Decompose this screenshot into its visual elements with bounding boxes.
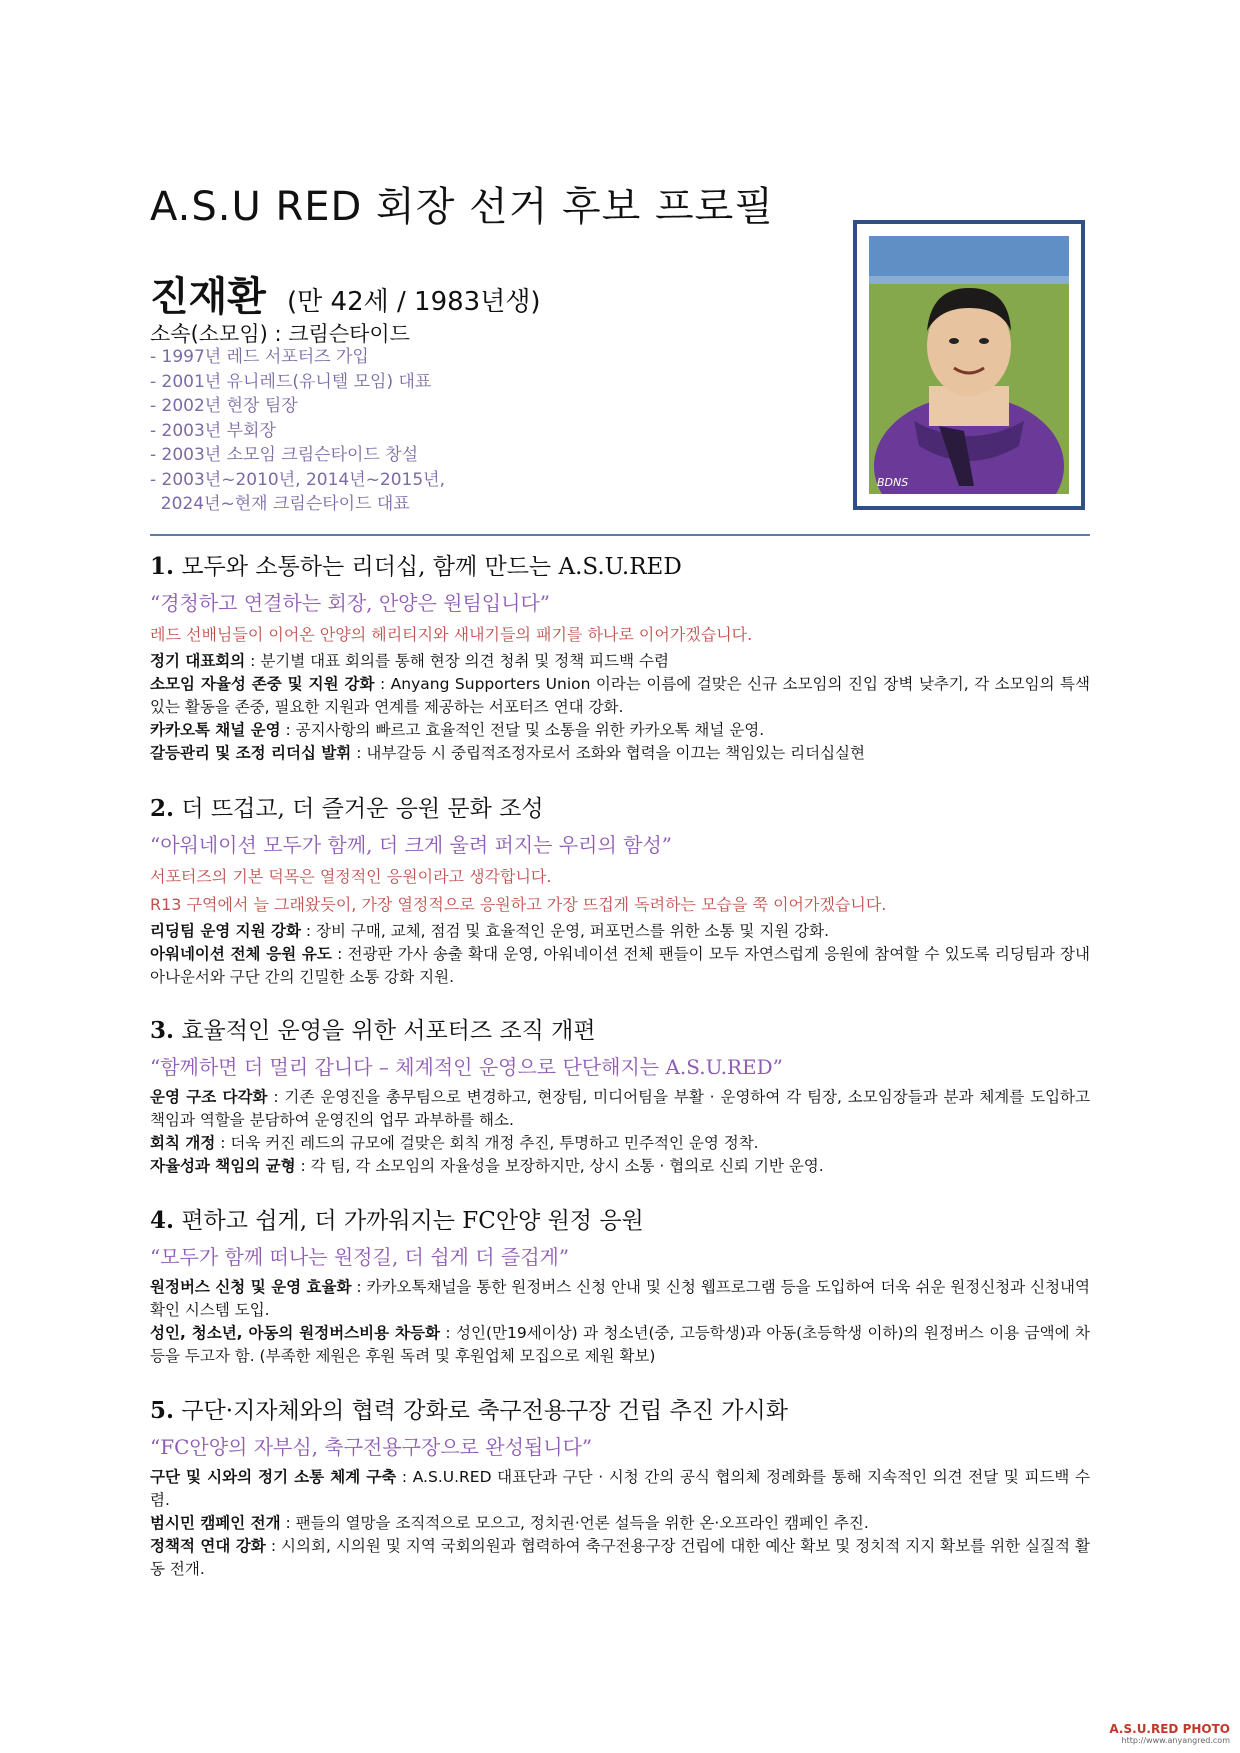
candidate-photo [869, 236, 1069, 494]
section-intro: 서포터즈의 기본 덕목은 열정적인 응원이라고 생각합니다. [150, 867, 552, 886]
section-3 [150, 1012, 1090, 1178]
career-list [150, 345, 445, 517]
candidate-age: (만 42세 / 1983년생) [287, 287, 541, 317]
policy-item: 아워네이션 전체 응원 유도 : 전광판 가사 송출 확대 운영, 아워네이션 전체 팬들이 모두 자연스럽게 응원에 참여할 수 있도록 리딩팀과 장내 아나운서와 구단 간의 긴밀한 소통 강화 지원. [150, 945, 1090, 986]
career-item: - 2003년 부회장 [150, 420, 276, 441]
page-title: A.S.U RED 회장 선거 후보 프로필 [150, 184, 774, 230]
policy-item: 범시민 캠페인 전개 : 팬들의 열망을 조직적으로 모으고, 정치권·언론 설득을 위한 온·오프라인 캠페인 추진. [150, 1514, 869, 1532]
section-quote: “FC안양의 자부심, 축구전용구장으로 완성됩니다” [150, 1435, 593, 1459]
section-4 [150, 1202, 1090, 1368]
section-heading: 5. 구단·지자체와의 협력 강화로 축구전용구장 건립 추진 가시화 [150, 1397, 788, 1424]
policy-item: 회칙 개정 : 더욱 커진 레드의 규모에 걸맞은 회칙 개정 추진, 투명하고 민주적인 운영 정착. [150, 1134, 759, 1152]
section-5 [150, 1392, 1090, 1581]
jersey-text: BDNS [877, 476, 909, 489]
section-intro: 레드 선배님들이 이어온 안양의 헤리티지와 새내기들의 패기를 하나로 이어가겠습니다. [150, 625, 753, 644]
policy-item: 자율성과 책임의 균형 : 각 팀, 각 소모임의 자율성을 보장하지만, 상시 소통 · 협의로 신뢰 기반 운영. [150, 1157, 824, 1175]
career-item: 2024년~현재 크림슨타이드 대표 [150, 494, 410, 514]
policy-item: 운영 구조 다각화 : 기존 운영진을 총무팀으로 변경하고, 현장팀, 미디어팀을 부활 · 운영하여 각 팀장, 소모임장들과 분과 체계를 도입하고 책임과 역할을 분담하여 운영진의 업무 과부하를 해소. [150, 1088, 1090, 1129]
section-heading: 1. 모두와 소통하는 리더십, 함께 만드는 A.S.U.RED [150, 553, 682, 580]
candidate-affiliation: 소속(소모임) : 크림슨타이드 [150, 322, 410, 346]
policy-item: 카카오톡 채널 운영 : 공지사항의 빠르고 효율적인 전달 및 소통을 위한 카카오톡 채널 운영. [150, 721, 765, 739]
section-heading: 3. 효율적인 운영을 위한 서포터즈 조직 개편 [150, 1017, 596, 1044]
photo-credit [1109, 1722, 1230, 1745]
candidate-portrait-illustration [869, 236, 1069, 494]
section-quote: “경청하고 연결하는 회장, 안양은 원팀입니다” [150, 591, 550, 615]
section-quote: “아워네이션 모두가 함께, 더 크게 울려 퍼지는 우리의 함성” [150, 833, 673, 857]
section-quote: “함께하면 더 멀리 갑니다 – 체계적인 운영으로 단단해지는 A.S.U.RED” [150, 1055, 783, 1079]
section-quote: “모두가 함께 떠나는 원정길, 더 쉽게 더 즐겁게” [150, 1245, 570, 1269]
section-intro: R13 구역에서 늘 그래왔듯이, 가장 열정적으로 응원하고 가장 뜨겁게 독려하는 모습을 쭉 이어가겠습니다. [150, 895, 887, 914]
section-1 [150, 548, 1090, 765]
header-divider [150, 534, 1090, 536]
career-item: - 2001년 유니레드(유니텔 모임) 대표 [150, 371, 432, 392]
candidate-photo-frame [853, 220, 1085, 510]
policy-item: 정기 대표회의 : 분기별 대표 회의를 통해 현장 의견 청취 및 정책 피드백 수렴 [150, 652, 669, 670]
policy-item: 성인, 청소년, 아동의 원정버스비용 차등화 : 성인(만19세이상) 과 청소년(중, 고등학생)과 아동(초등학생 이하)의 원정버스 이용 금액에 차등을 두고자 함. (부족한 제원은 후원 독려 및 후원업체 모집으로 제원 확보) [150, 1324, 1090, 1365]
policy-item: 소모임 자율성 존중 및 지원 강화 : Anyang Supporters Union 이라는 이름에 걸맞은 신규 소모임의 진입 장벽 낮추기, 각 소모임의 특색 있는 활동을 존중, 필요한 지원과 연계를 제공하는 서포터즈 연대 강화. [150, 675, 1090, 716]
photo-credit-url: http://www.anyangred.com [1121, 1736, 1230, 1745]
candidate-name: 진재환 [150, 274, 266, 320]
policy-item: 리딩팀 운영 지원 강화 : 장비 구매, 교체, 점검 및 효율적인 운영, 퍼포먼스를 위한 소통 및 지원 강화. [150, 922, 830, 940]
career-item: - 2002년 현장 팀장 [150, 396, 298, 416]
candidate-name-line [150, 265, 541, 322]
policy-item: 원정버스 신청 및 운영 효율화 : 카카오톡채널을 통한 원정버스 신청 안내 및 신청 웹프로그램 등을 도입하여 더욱 쉬운 원정신청과 신청내역 확인 시스템 도입. [150, 1278, 1090, 1319]
policy-item: 정책적 연대 강화 : 시의회, 시의원 및 지역 국회의원과 협력하여 축구전용구장 건립에 대한 예산 확보 및 정치적 지지 확보를 위한 실질적 활동 전개. [150, 1537, 1090, 1578]
photo-credit-brand: A.S.U.RED PHOTO [1109, 1722, 1230, 1736]
section-heading: 2. 더 뜨겁고, 더 즐거운 응원 문화 조성 [150, 795, 544, 822]
career-item: - 2003년~2010년, 2014년~2015년, [150, 469, 445, 490]
section-heading: 4. 편하고 쉽게, 더 가까워지는 FC안양 원정 응원 [150, 1207, 644, 1234]
career-item: - 1997년 레드 서포터즈 가입 [150, 347, 369, 367]
career-item: - 2003년 소모임 크림슨타이드 창설 [150, 445, 419, 465]
policy-item: 구단 및 시와의 정기 소통 체계 구축 : A.S.U.RED 대표단과 구단 · 시청 간의 공식 협의체 정례화를 통해 지속적인 의견 전달 및 피드백 수렴. [150, 1468, 1090, 1509]
policy-item: 갈등관리 및 조정 리더십 발휘 : 내부갈등 시 중립적조정자로서 조화와 협력을 이끄는 책임있는 리더십실현 [150, 744, 865, 762]
section-2 [150, 790, 1090, 989]
